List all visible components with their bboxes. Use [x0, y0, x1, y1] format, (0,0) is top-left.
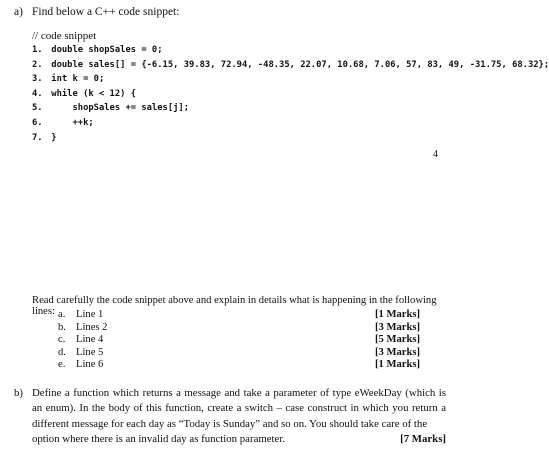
code-line-text: } — [51, 132, 57, 143]
sub-question-line: Line 4 — [76, 334, 104, 345]
question-b-label: b) — [14, 387, 23, 399]
code-line — [32, 72, 549, 87]
sub-question-marks: [5 Marks] — [374, 334, 420, 345]
sub-question-item — [58, 334, 420, 347]
code-snippet — [32, 43, 549, 145]
code-line-text: double sales[] = {-6.15, 39.83, 72.94, -48.35, 22.07, 10.68, 7.06, 57, 83, 49, -31.75, 68.32}; — [51, 59, 549, 70]
sub-question-line: Lines 2 — [76, 321, 108, 333]
code-line-text: shopSales += sales[j]; — [51, 103, 189, 114]
question-b — [14, 386, 446, 447]
code-line-number: 1. — [32, 45, 43, 55]
sub-question-marks: [3 Marks] — [374, 321, 420, 333]
instruction-text: Read carefully the code snippet above and explain in details what is happening in the following lines: — [32, 295, 437, 317]
sub-question-left — [58, 347, 103, 360]
sub-question-marks: [1 Marks] — [374, 359, 420, 370]
code-line-number: 7. — [32, 132, 43, 143]
sub-question-letter: d. — [58, 346, 66, 358]
code-line — [32, 58, 549, 73]
code-line — [32, 43, 549, 58]
sub-question-list — [58, 309, 420, 372]
sub-question-left — [58, 322, 107, 335]
code-line-text: ++k; — [51, 117, 94, 128]
code-line-number: 3. — [32, 74, 43, 85]
question-a-label: a) — [14, 6, 23, 18]
question-b-final-line — [32, 432, 446, 447]
sub-question-left — [58, 334, 103, 347]
sub-question-item — [58, 359, 420, 372]
sub-question-marks: [1 Marks] — [374, 309, 420, 320]
sub-question-item — [58, 347, 420, 360]
page-number: 4 — [433, 149, 438, 160]
sub-question-letter: e. — [58, 359, 66, 370]
code-line — [32, 131, 549, 146]
question-b-marks: [7 Marks] — [400, 432, 446, 445]
code-line-number: 6. — [32, 117, 43, 128]
question-b-body — [32, 386, 446, 447]
code-line-number: 4. — [32, 88, 43, 99]
question-b-final-text: option where there is an invalid day as function parameter. — [32, 432, 286, 445]
sub-question-item — [58, 322, 420, 335]
sub-question-line: Line 5 — [76, 346, 104, 358]
sub-question-left — [58, 309, 103, 322]
code-line-text: while (k < 12) { — [51, 88, 137, 99]
question-a-text: Find below a C++ code snippet: — [32, 6, 180, 18]
sub-question-line: Line 6 — [76, 359, 104, 370]
sub-question-letter: a. — [58, 309, 66, 320]
code-line-text: double shopSales = 0; — [51, 45, 163, 55]
question-a-heading — [14, 6, 179, 18]
sub-question-marks: [3 Marks] — [374, 346, 420, 358]
code-line-number: 2. — [32, 59, 43, 70]
sub-question-left — [58, 359, 103, 372]
code-line-text: int k = 0; — [51, 74, 105, 85]
sub-question-letter: c. — [58, 334, 66, 345]
code-line — [32, 87, 549, 102]
code-comment: // code snippet — [32, 30, 97, 42]
sub-question-item — [58, 309, 420, 322]
code-line — [32, 116, 549, 131]
code-line — [32, 101, 549, 116]
sub-question-line: Line 1 — [76, 309, 104, 320]
question-b-text: Define a function which returns a message and take a parameter of type eWeekDay (which is an enum). In the body of this function, create a switch – case construct in which you return a different message for each day as “Today is Sunday” and so on. You should take care of the — [32, 387, 446, 430]
sub-question-letter: b. — [58, 321, 66, 333]
code-line-number: 5. — [32, 103, 43, 114]
